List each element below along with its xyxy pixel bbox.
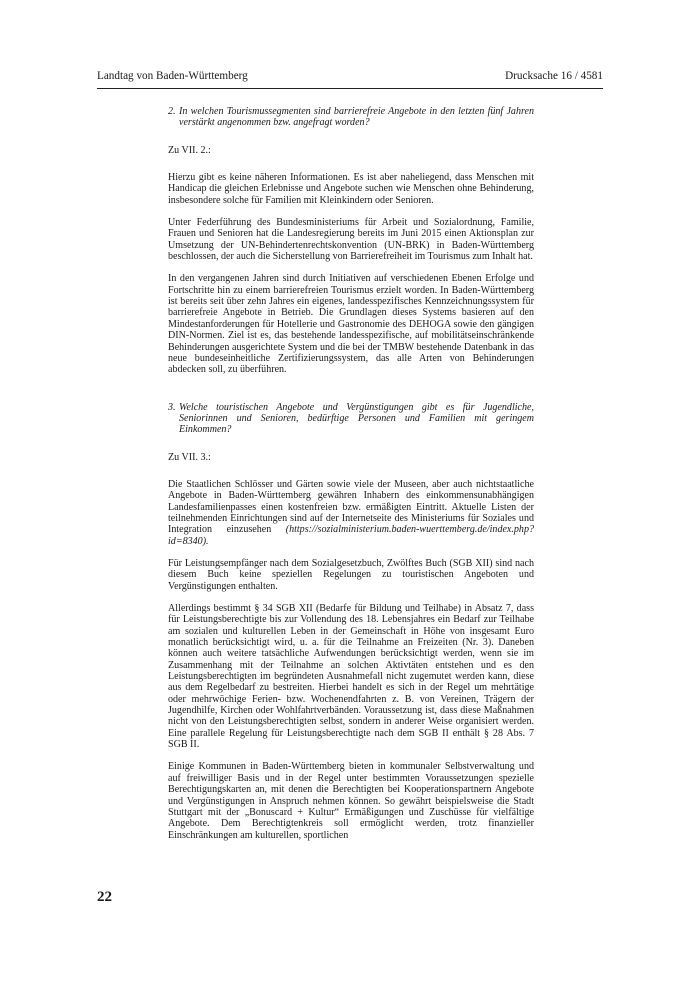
answer-2-paragraph-2: Unter Federführung des Bundesministeriums für Arbeit und Sozialordnung, Familie, Frauen und Senioren hat die Landesregierung bereits im Juni 2015 einen Aktionsplan zur Umsetzung der UN-Behindertenrechtskonvention (UN-BRK) in Baden-Württemberg beschlossen, der auch die Sicherstellung von Barrierefreiheit im Tourismus zum Inhalt hat.	[168, 217, 534, 263]
question-text: Welche touristischen Angebote und Vergünstigungen gibt es für Jugendliche, Seniorinnen und Senioren, bedürftige Personen und Familien mit geringem Einkommen?	[179, 401, 534, 436]
question-text: In welchen Tourismussegmenten sind barrierefreie Angebote in den letzten fünf Jahren verstärkt angenommen bzw. angefragt worden?	[179, 106, 534, 129]
answer-label-2: Zu VII. 2.:	[168, 144, 211, 156]
answer-3-paragraph-2: Für Leistungsempfänger nach dem Sozialgesetzbuch, Zwölftes Buch (SGB XII) sind nach diesem Buch keine speziellen Regelungen zu touristischen Angeboten und Vergünstigungen enthalten.	[168, 557, 534, 592]
question-number: 3.	[168, 401, 176, 413]
question-3	[168, 402, 534, 436]
answer-2-paragraph-1: Hierzu gibt es keine näheren Informationen. Es ist aber naheliegend, dass Menschen mit Handicap die gleichen Erlebnisse und Angebote suchen wie Menschen ohne Behinderung, insbesondere solche für Familien mit Kleinkindern oder Senioren.	[168, 172, 534, 206]
answer-2-paragraph-3: In den vergangenen Jahren sind durch Initiativen auf verschiedenen Ebenen Erfolge und Fortschritte hin zu einem barrierefreien Tourismus erzielt worden. In Baden-Württemberg ist bereits seit über zehn Jahres ein eigenes, landesspezifisches Kennzeichnungssystem für barrierefreie Angebote in Betrieb. Die Grundlagen dieses Systems basieren auf den Mindestanforderungen für Hotellerie und Gastronomie des DEHOGA sowie den gängigen DIN-Normen. Ziel ist es, das bestehende landesspezifische, auf mobilitätseinschränkende Behinderungen ausgerichtete System und die bei der TMBW bestehende Datenbank in das neue bundeseinheitliche Zertifizierungssystem, das alle Arten von Behinderungen abdecken soll, zu überführen.	[168, 273, 534, 376]
document-body	[168, 106, 534, 841]
header-parliament: Landtag von Baden-Württemberg	[97, 70, 248, 82]
page-number: 22	[97, 889, 112, 905]
header-document-number: Drucksache 16 / 4581	[505, 70, 603, 82]
question-number: 2.	[168, 106, 176, 117]
answer-3-paragraph-4: Einige Kommunen in Baden-Württemberg bieten in kommunaler Selbstverwaltung und auf freiwilliger Basis und in der Regel unter bestimmten Voraussetzungen spezielle Berechtigungskarten an, mit denen die Berechtigten bei Kooperationspartnern Angebote und Vergünstigungen in Anspruch nehmen können. So gewährt beispielsweise die Stadt Stuttgart mit der „Bonuscard + Kultur“ Ermäßigungen und Zuschüsse für vielfältige Angebote. Dem Berechtigtenkreis soll ermöglicht werden, trotz finanzieller Einschränkungen am kulturellen, sportlichen	[168, 761, 534, 841]
ministry-link[interactable]: (https://sozialministerium.baden-wuerttemberg.de/index.php?id=8340).	[168, 524, 534, 547]
answer-label-3: Zu VII. 3.:	[168, 451, 211, 463]
question-2	[168, 106, 534, 129]
header-rule	[97, 88, 603, 89]
answer-3-paragraph-3: Allerdings bestimmt § 34 SGB XII (Bedarfe für Bildung und Teilhabe) in Absatz 7, dass für Leistungsberechtigte bis zur Vollendung des 18. Lebensjahres ein Bedarf zur Teilhabe am sozialen und kulturellen Leben in der Gemeinschaft in Höhe von insgesamt Euro monatlich berücksichtigt wird, u. a. für die Teilnahme an Freizeiten (Nr. 3). Daneben können auch weitere tatsächliche Aufwendungen berücksichtigt werden, wenn sie im Zusammenhang mit der Teilnahme an solchen Aktivtäten entstehen und es den Leistungsberechtigten im begründeten Ausnahmefall nicht zugemutet werden kann, diese aus dem Regelbedarf zu bestreiten. Hierbei handelt es sich in der Regel um mehrtätige oder mehrwöchige Ferien- bzw. Wochenendfahrten z. B. von Vereinen, Trägern der Jugendhilfe, Kirchen oder Wohlfahrtverbänden. Voraussetzung ist, dass diese Maßnahmen nicht von den Leistungsberechtigten selbst, sondern in anderer Weise organisiert werden. Eine parallele Regelung für Leistungsberechtigte nach dem SGB II enthält § 28 Abs. 7 SGB II.	[168, 603, 534, 751]
answer-3-paragraph-1-text: Die Staatlichen Schlösser und Gärten sowie viele der Museen, aber auch nichtstaatliche Angebote in Baden-Württemberg gewähren Inhabern des einkommensunabhängigen Landesfamilienpasses einen kostenfreien bzw. ermäßigten Eintritt. Aktuelle Listen der teilnehmenden Einrichtungen sind auf der Internetseite des Ministeriums für Soziales und Integration einzusehen	[168, 478, 534, 536]
answer-3-paragraph-1	[168, 479, 534, 547]
